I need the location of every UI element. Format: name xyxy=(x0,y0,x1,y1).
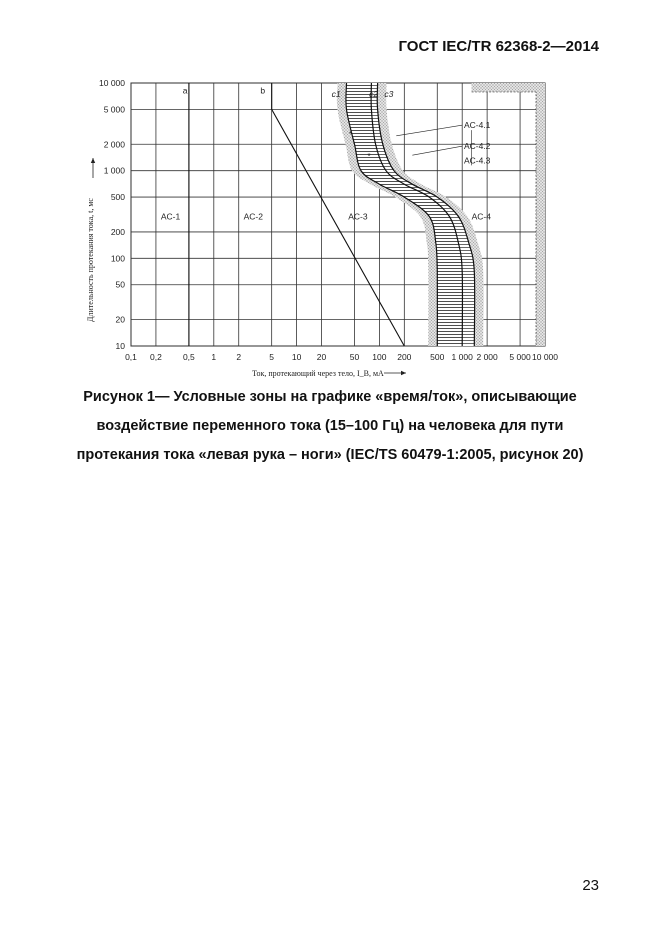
leader-ac4-1 xyxy=(396,125,462,136)
curve-label-c2: c2 xyxy=(369,88,379,99)
zone-label-ac-3: AC-3 xyxy=(348,211,368,222)
y-tick-label: 5 000 xyxy=(103,104,125,115)
y-tick-label: 50 xyxy=(115,279,125,290)
curve-label-c3: c3 xyxy=(384,88,394,99)
y-tick-label: 10 000 xyxy=(99,78,125,88)
x-tick-label: 0,5 xyxy=(182,352,195,362)
x-tick-label: 1 xyxy=(211,352,217,362)
x-tick-label: 50 xyxy=(349,352,360,362)
x-tick-label: 0,1 xyxy=(125,352,137,362)
x-tick-label: 5 xyxy=(269,352,275,362)
figure-caption: Рисунок 1— Условные зоны на графике «время/ток», описывающие воздействие переменного тока (15–100 Гц) на человека для пути протекания тока «левая рука – ноги» (IEC/TS 60479-1:2005, рисунок 20) xyxy=(76,389,584,463)
x-axis-arrowhead xyxy=(401,371,406,375)
time-current-chart xyxy=(0,0,661,380)
y-tick-label: 10 xyxy=(115,341,125,351)
x-tick-label: 2 xyxy=(236,352,242,362)
y-axis-title: Длительность протекания тока, t, мс xyxy=(86,198,95,322)
curve-label-a: a xyxy=(182,85,188,96)
zone-label-ac-4: AC-4 xyxy=(471,211,491,222)
sub-zone-label-ac-4-3: AC-4.3 xyxy=(463,155,491,166)
y-tick-label: 200 xyxy=(110,226,125,237)
curve-label-c1: c1 xyxy=(331,88,341,99)
curve-label-b: b xyxy=(260,85,266,96)
zone-label-ac-1: AC-1 xyxy=(160,211,181,222)
asterisk-marker: * xyxy=(349,128,353,139)
document-header: ГОСТ IEC/TR 62368-2—2014 xyxy=(398,38,599,55)
x-tick-label: 2 000 xyxy=(476,352,498,362)
sub-zone-label-ac-4-2: AC-4.2 xyxy=(463,141,491,152)
y-axis-arrowhead xyxy=(91,158,95,163)
y-tick-label: 2 000 xyxy=(103,139,125,150)
page-number: 23 xyxy=(582,877,599,894)
x-tick-label: 1 000 xyxy=(451,352,473,362)
x-tick-label: 10 000 xyxy=(532,352,558,362)
x-tick-label: 100 xyxy=(372,352,387,362)
y-tick-label: 100 xyxy=(110,253,125,264)
x-tick-label: 500 xyxy=(430,352,445,362)
asterisk-marker: * xyxy=(367,151,371,162)
x-tick-label: 200 xyxy=(397,352,412,362)
x-tick-label: 5 000 xyxy=(509,352,531,362)
y-tick-label: 1 000 xyxy=(103,165,125,176)
y-tick-label: 20 xyxy=(115,314,125,325)
x-tick-label: 0,2 xyxy=(150,352,162,362)
zone-label-ac-2: AC-2 xyxy=(243,211,263,222)
y-tick-label: 500 xyxy=(110,192,125,203)
x-axis-title: Ток, протекающий через тело, I_B, мА xyxy=(252,369,384,378)
sub-zone-label-ac-4-1: AC-4.1 xyxy=(463,120,491,131)
x-tick-label: 10 xyxy=(291,352,302,362)
x-tick-label: 20 xyxy=(316,352,327,362)
